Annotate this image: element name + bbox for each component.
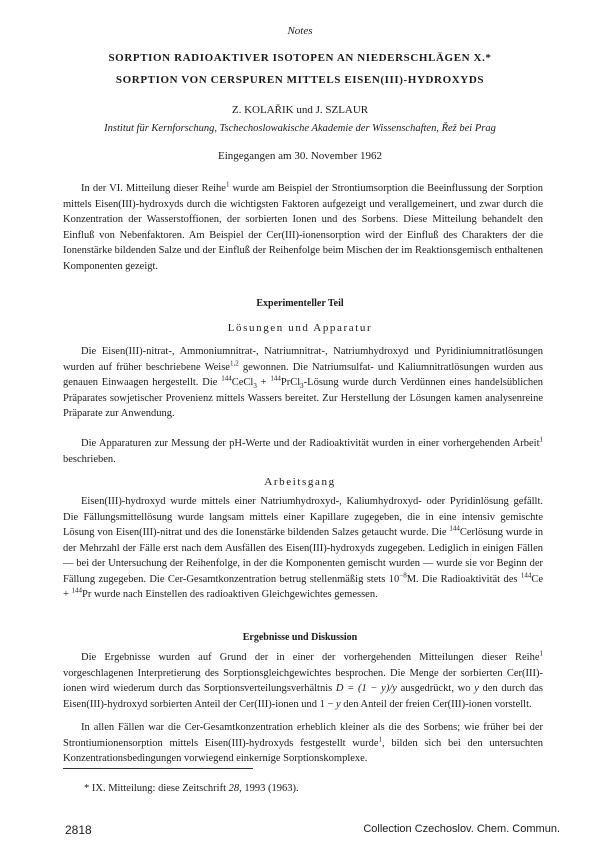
text-span: CeCl [231,377,254,388]
text-span: , bilden sich bei den untersuchten Konzentrationsbedingungen vorwiegend einkernige Sorptionskomplexe. [63,737,544,764]
text-span: Ce + [63,573,543,600]
formula: D = (1 − y)/y [335,683,397,694]
text-span: gewonnen. Die Natriumsulfat- und Kaliumnitratlösungen wurden aus genauen Einwaagen hergestellt. Die [63,361,543,388]
paragraph-procedure [63,494,543,603]
exponent: −8 [399,571,407,579]
isotope-mass: 144 [71,586,83,595]
intro-paragraph [63,181,543,274]
text-span: beschrieben. [63,453,116,465]
isotope-mass: 144 [221,374,232,383]
reference-marker: 1 [225,180,230,189]
text-span: In allen Fällen war die Cer-Gesamtkonzentration erheblich kleiner als die des Sorbens; wie früher bei der Strontiumionensorption mittels Eisen(III)-hydroxyds festgestellt wurde [63,722,543,749]
paragraph-results-2 [63,720,543,767]
text-span: -Lösung wurde durch Verdünnen eines handelsüblichen Präparates sowjetischer Provenienz mittels Wassers bereitet. Zur Herstellung der Lösungen kamen analysenreine Präparate zur Anwendung. [63,377,543,419]
reference-marker: 1,2 [229,359,239,367]
text-span: ausgedrückt, wo [396,683,475,694]
footnote [84,783,299,794]
reference-marker: 1 [539,649,543,658]
isotope-mass: 144 [270,374,281,383]
text-span: Eisen(III)-hydroxyd wurde mittels einer Natriumhydroxyd-, Kaliumhydroxyd- oder Pyridinlösung gefällt. Die Fällungsmittellösung wurde langsam mittels einer Kapillare zugegeben, die in eine intensiv gemischte Lösung von Eisen(III)-nitrat und des die Ionenstärke bildenden Salzes getaucht wurde. Die [63,496,543,538]
journal-name: Collection Czechoslov. Chem. Commun. [363,823,560,835]
subscript: 3 [253,382,257,391]
subheading-solutions: Lösungen und Apparatur [227,322,373,334]
text-span: * IX. Mitteilung: diese Zeitschrift [84,783,229,794]
text-span: wurde am Beispiel der Strontiumsorption die Beeinflussung der Sorption mittels Eisen(III)-hydroxyds durch die wichtigsten Faktoren aufgezeigt und verallgemeinert, und zwar durch die Konzentration der Wasserstoffionen, der sorbierten Ionen und des Sorbens. Diese Mitteilung behandelt den Einfluß von Nebenfaktoren. Am Beispiel der Cer(III)-ionensorption wird der Einfluß des Charakters der die Ionenstärke bildenden Salze und der Einfluß der Reihenfolge beim Mischen der im Reaktionsgemisch enthaltenen Komponenten gezeigt. [63,183,543,272]
variable: y [474,683,479,694]
authors: Z. KOLAŘIK und J. SZLAUR [231,104,369,116]
paragraph-apparatus [63,436,543,467]
text-span: Cerlösung wurde in der Mehrzahl der Fälle erst nach dem Ausfällen des Eisen(III)-hydroxyds zugegeben. Lediglich in einigen Fällen — bei der Untersuchung der Reihenfolge, in der die Komponenten gemischt wurden — wurde sie vor Beginn der Fällung zugegeben. Die Cer-Gesamtkonzentration betrug stellenmäßig stets 10 [63,527,543,585]
text-span: + [256,377,271,388]
subscript: 3 [300,382,304,391]
text-span: Die Ergebnisse wurden auf Grund der in einer der vorhergehenden Mitteilungen dieser Reihe [81,652,540,663]
reference-marker: 1 [378,735,383,743]
isotope-mass: 144 [449,524,460,533]
text-span: den Anteil der freien Cer(III)-ionen vorstellt. [340,698,532,710]
page-number: 2818 [65,823,92,837]
text-span: , 1993 (1963). [239,783,299,794]
institute: Institut für Kernforschung, Tschechoslowakische Akademie der Wissenschaften, Řež bei Prag [104,123,496,134]
heading-results: Ergebnisse und Diskussion [242,632,358,643]
text-span: Die Eisen(III)-nitrat-, Ammoniumnitrat-, Natriumnitrat-, Natriumhydroxyd und Pyridiniumnitratlösungen wurden auf früher beschriebene Weise [63,346,543,373]
variable: y [336,698,341,710]
isotope-mass: 144 [520,571,532,579]
title-line-2: SORPTION VON CERSPUREN MITTELS EISEN(III)-HYDROXYDS [115,74,485,86]
text-span: In der VI. Mitteilung dieser Reihe [81,183,226,194]
received-date: Eingegangen am 30. November 1962 [217,150,383,162]
title-line-1: SORPTION RADIOAKTIVER ISOTOPEN AN NIEDERSCHLÄGEN X.* [108,52,492,64]
text-span: Die Apparaturen zur Messung der pH-Werte und der Radioaktivität wurden in einer vorhergehenden Arbeit [81,438,540,449]
volume-number: 28 [228,783,240,794]
reference-marker: 1 [539,435,543,444]
text-span: Pr wurde nach Einstellen des radioaktiven Gleichgewichtes gemessen. [82,589,378,600]
text-span: PrCl [280,377,301,388]
text-span: den durch das Eisen(III)-hydroxyd sorbierten Anteil der Cer(III)-ionen und 1 − [63,683,543,710]
paragraph-solutions [63,344,543,422]
subheading-procedure: Arbeitsgang [264,476,336,488]
footnote-rule [63,768,253,769]
heading-experimental: Experimenteller Teil [256,298,344,309]
section-header: Notes [287,25,313,37]
text-span: M. Die Radioaktivität des [406,573,521,585]
paragraph-results-1 [63,650,543,712]
text-span: vorgeschlagenen Interpretierung des Sorptionsgleichgewichtes besprochen. Die Menge der sorbierten Cer(III)-ionen wird wiederum durch das Sorptionsverteilungsverhältnis [63,667,543,694]
